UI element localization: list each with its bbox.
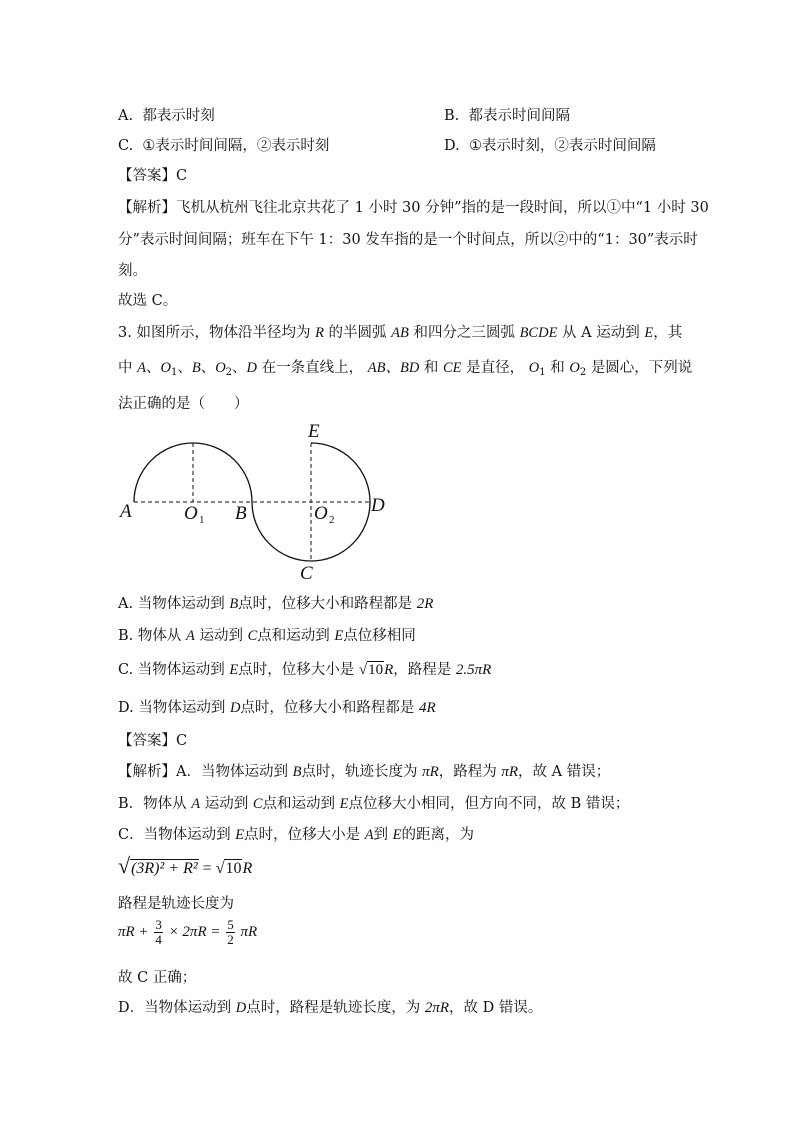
q3-analysis-c: C．当物体运动到 E点时，位移大小是 A到 E的距离，为 [118, 827, 475, 843]
q3-option-b: B. 物体从 A 运动到 C点和运动到 E点位移相同 [118, 628, 416, 644]
q3-stem-line-1: 3. 如图所示，物体沿半径均为 R 的半圆弧 AB 和四分之三圆弧 BCDE 从 A 运动到 E，其 [118, 325, 683, 341]
q3-stem-line-3: 法正确的是（ ） [118, 396, 249, 412]
q2-analysis-line-1: 【解析】飞机从杭州飞往北京共花了 1 小时 30 分钟”指的是一段时间，所以①中“1 小时 30 [118, 200, 709, 216]
q2-option-b: B. 都表示时间间隔 [444, 108, 570, 124]
q3-option-d: D. 当物体运动到 D点时，位移大小和路程都是 4R [118, 700, 436, 716]
q2-analysis-line-2: 分”表示时间间隔；班车在下午 1：30 发车指的是一个时间点，所以②中的“1：30”表示时 [118, 232, 698, 248]
q3-equation-path: πR + $\frac{3}{4}$ × 2πR = $\frac{5}{2}$ πR [118, 917, 258, 947]
label-o1: O [184, 503, 198, 524]
q3-diagram [110, 415, 400, 585]
q3-analysis-b: B．物体从 A 运动到 C点和运动到 E点位移大小相同，但方向不同，故 B 错误； [118, 796, 630, 812]
q2-analysis-line-3: 刻。 [118, 263, 147, 279]
q2-conclusion: 故选 C。 [118, 293, 178, 309]
q2-option-d: D. ①表示时刻，②表示时间间隔 [444, 138, 656, 154]
q3-c-correct: 故 C 正确； [118, 970, 197, 986]
q3-path-text: 路程是轨迹长度为 [118, 896, 234, 912]
label-a: A [120, 501, 132, 522]
q3-option-c: C. 当物体运动到 E点时，位移大小是 √10R，路程是 2.5πR [118, 662, 492, 678]
q2-option-c: C. ①表示时间间隔，②表示时刻 [118, 138, 330, 154]
q3-answer: 【答案】C [118, 733, 188, 749]
label-e: E [308, 421, 320, 442]
label-c: C [300, 563, 313, 584]
q3-option-a: A. 当物体运动到 B点时，位移大小和路程都是 2R [118, 596, 434, 612]
label-o2-sub: 2 [329, 514, 335, 526]
q2-option-a: A. 都表示时刻 [118, 108, 215, 124]
label-b: B [235, 503, 247, 524]
q3-equation-displacement: √(3R)² + R² = √10R [118, 853, 253, 878]
q3-analysis-a: 【解析】A．当物体运动到 B点时，轨迹长度为 πR，路程为 πR，故 A 错误； [118, 764, 611, 780]
label-o2: O [314, 503, 328, 524]
label-o1-sub: 1 [199, 514, 205, 526]
q3-stem-line-2: 中 A、$O_1$、B、$O_2$、D 在一条直线上， AB、BD 和 CE 是直径， $O_1$ 和 $O_2$ 是圆心，下列说 [118, 360, 693, 378]
q2-answer: 【答案】C [118, 168, 188, 184]
label-d: D [371, 495, 385, 516]
q3-analysis-d: D．当物体运动到 D点时，路程是轨迹长度，为 2πR，故 D 错误。 [118, 1000, 543, 1016]
